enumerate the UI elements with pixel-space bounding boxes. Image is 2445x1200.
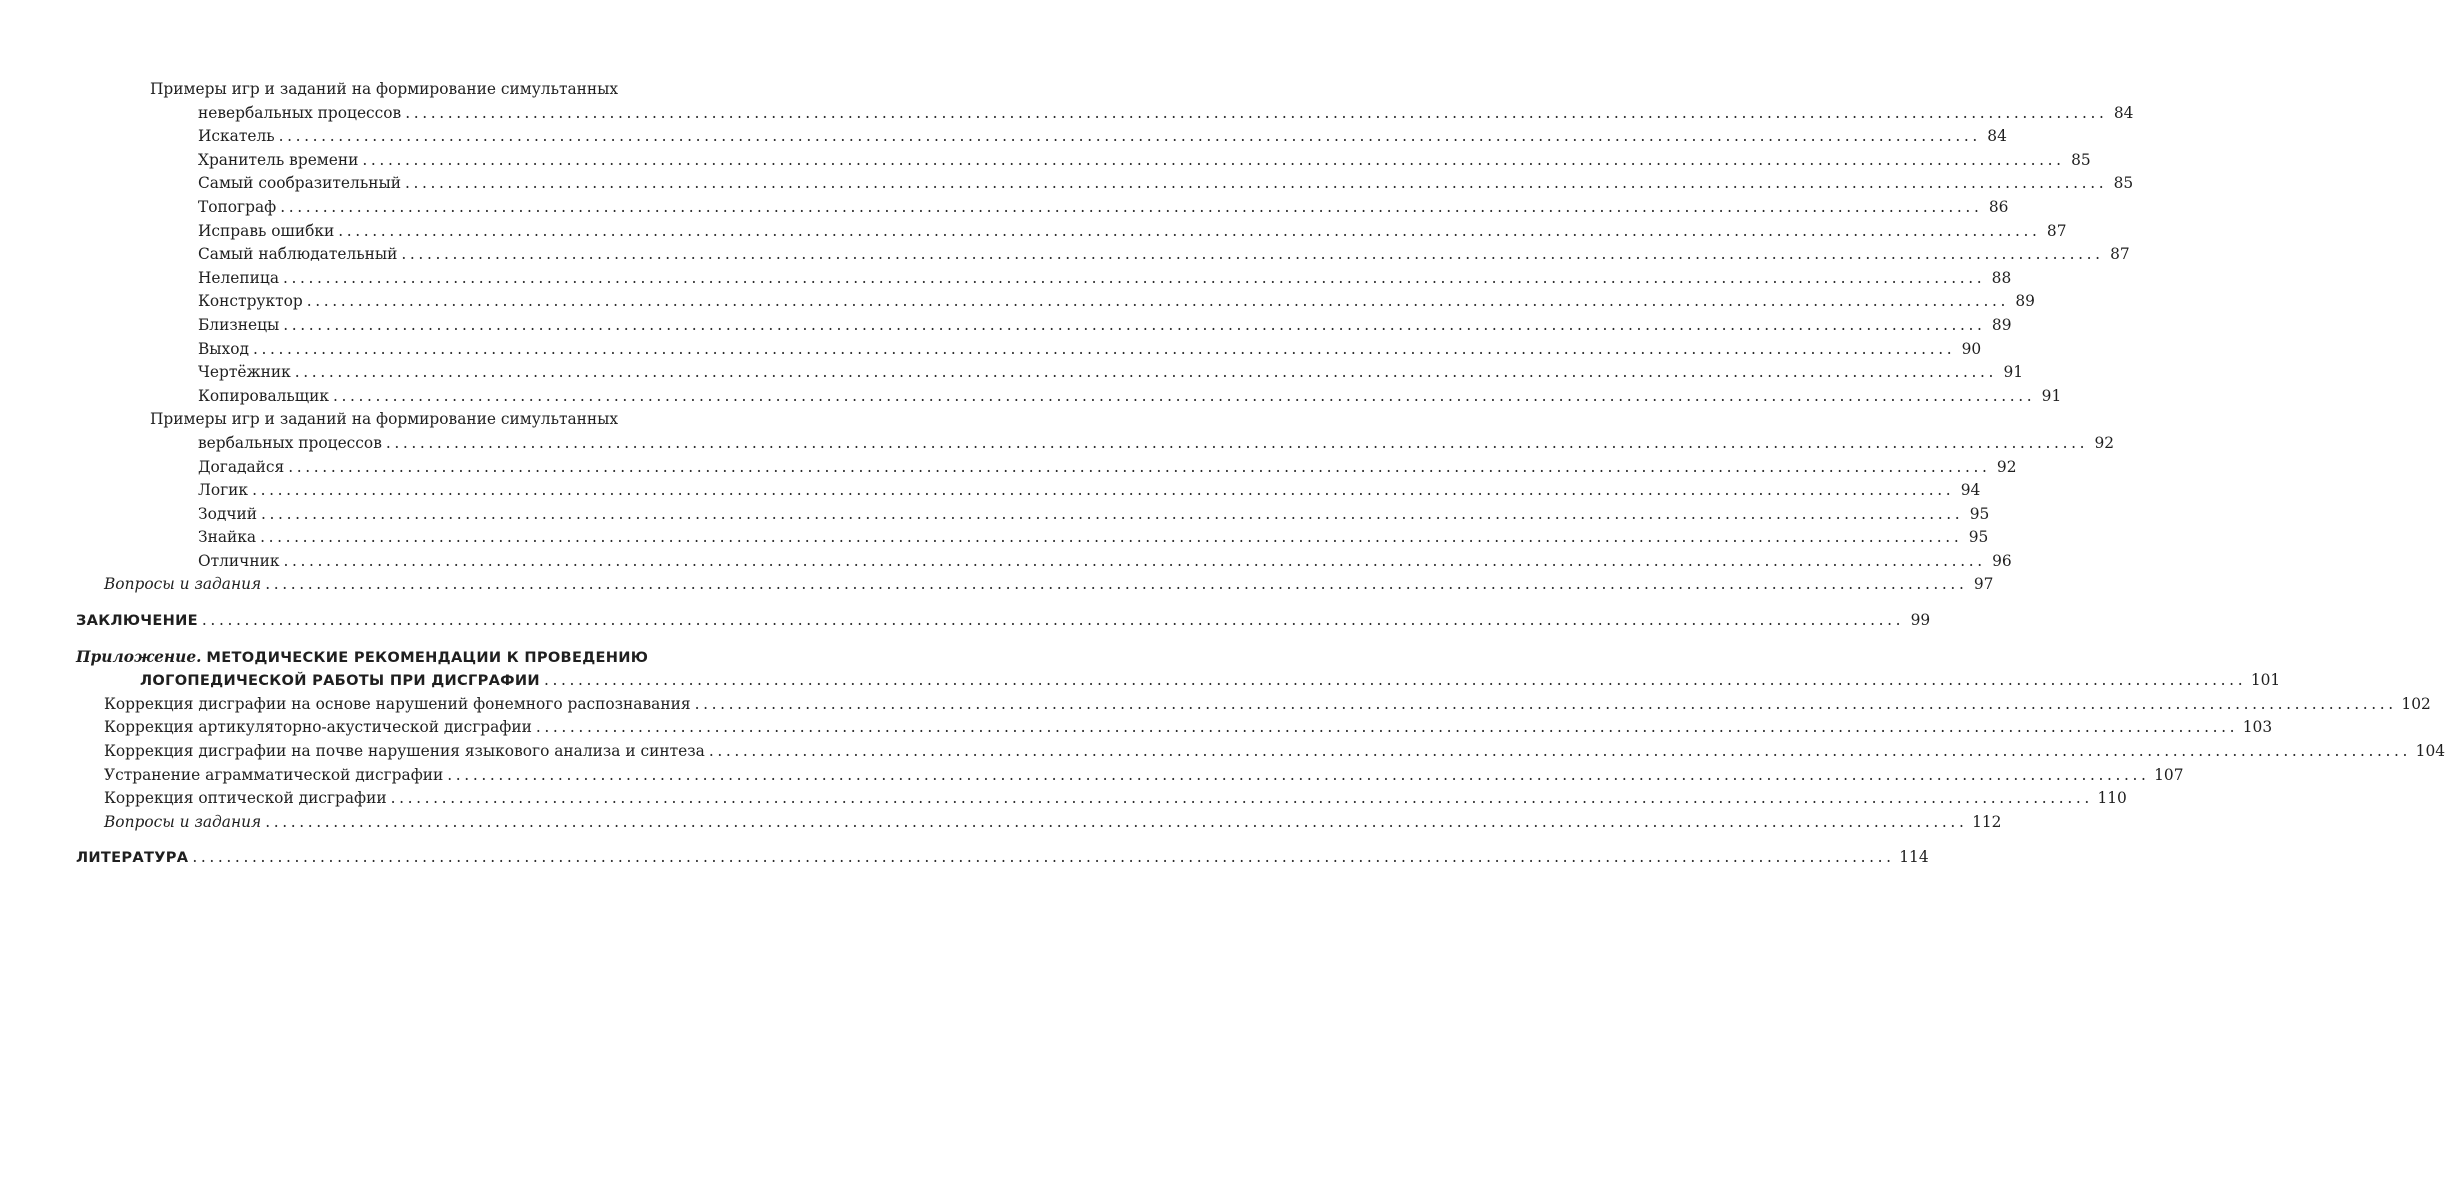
toc-verbal-items [76,456,2017,574]
toc-entry[interactable] [76,479,1981,503]
toc-appendix-items [76,693,2445,811]
toc-page-number: 89 [2015,292,2035,311]
toc-page-number: 99 [1910,611,1931,630]
dot-leader: ........................................................................................................................................................................................................ [362,150,2065,169]
appendix-title-line1: МЕТОДИЧЕСКИЕ РЕКОМЕНДАЦИИ К ПРОВЕДЕНИЮ [206,648,649,666]
toc-heading-text: Примеры игр и заданий на формирование симультанных [150,410,619,429]
toc-entry-title: вербальных процессов [198,433,382,452]
toc-page-number: 97 [1973,575,1994,594]
toc-entry[interactable] [76,172,2134,196]
dot-leader: ........................................................................................................................................................................................................ [405,103,2108,122]
toc-entry-questions[interactable] [76,573,1994,597]
toc-page-number: 86 [1988,197,2009,216]
toc-entry-title: Искатель [198,127,275,146]
dot-leader: ........................................................................................................................................................................................................ [278,127,1981,146]
toc-entry[interactable] [76,361,2024,385]
dot-leader: ........................................................................................................................................................................................................ [306,292,2009,311]
dot-leader: ........................................................................................................................................................................................................ [694,694,2397,713]
toc-entry-title: Хранитель времени [198,150,359,169]
toc-entry[interactable] [76,267,2012,291]
toc-entry[interactable] [76,338,1982,362]
toc-entry[interactable] [76,290,2035,314]
toc-entry-title: Исправь ошибки [198,221,335,240]
toc-page-number: 87 [2110,245,2130,264]
toc-page-number: 96 [1992,551,2012,570]
toc-entry[interactable] [76,693,2431,717]
dot-leader: ........................................................................................................................................................................................................ [260,528,1963,547]
toc-entry-title: Коррекция дисграфии на основе нарушений фонемного распознавания [104,694,691,713]
toc-entry[interactable] [76,550,2012,574]
toc-entry-appendix-questions[interactable] [76,811,2002,835]
toc-entry-title: ЛОГОПЕДИЧЕСКОЙ РАБОТЫ ПРИ ДИСГРАФИИ [140,672,540,690]
toc-nonverbal-items [76,125,2134,408]
toc-page-number: 91 [2003,363,2024,382]
toc-entry-title: Конструктор [198,292,303,311]
toc-entry[interactable] [76,456,2017,480]
toc-entry-title: Догадайся [198,457,285,476]
toc-entry-title: Коррекция оптической дисграфии [104,789,387,808]
toc-page-number: 91 [2041,386,2062,405]
toc-entry-literature[interactable] [76,846,1929,870]
toc-page-number: 85 [2071,150,2091,169]
dot-leader: ........................................................................................................................................................................................................ [192,848,1895,867]
dot-leader: ........................................................................................................................................................................................................ [265,812,1968,831]
dot-leader: ........................................................................................................................................................................................................ [283,551,1986,570]
dot-leader: ........................................................................................................................................................................................................ [543,671,2247,690]
dot-leader: ........................................................................................................................................................................................................ [404,174,2108,193]
toc-page-number: 104 [2415,742,2445,761]
dot-leader: ........................................................................................................................................................................................................ [385,433,2089,452]
toc-page-number: 92 [1996,457,2017,476]
toc-entry[interactable] [76,503,1990,527]
appendix-label: Приложение. [76,647,202,666]
toc-page-number: 84 [1987,127,2007,146]
dot-leader: ........................................................................................................................................................................................................ [201,611,1905,630]
dot-leader: ........................................................................................................................................................................................................ [708,742,2412,761]
toc-page-number: 90 [1961,339,1982,358]
toc-entry-title: Самый сообразительный [198,174,401,193]
dot-leader: ........................................................................................................................................................................................................ [283,268,1986,287]
toc-entry[interactable] [76,149,2091,173]
toc-entry[interactable] [76,220,2067,244]
dot-leader: ........................................................................................................................................................................................................ [401,245,2104,264]
toc-page-number: 95 [1968,528,1989,547]
toc-entry-title: Чертёжник [198,363,291,382]
dot-leader: ........................................................................................................................................................................................................ [447,765,2150,784]
toc-page-number: 112 [1972,812,2002,831]
toc-page-number: 87 [2046,221,2067,240]
toc-entry[interactable] [76,787,2127,811]
toc-entry[interactable] [76,526,1989,550]
dot-leader: ........................................................................................................................................................................................................ [252,339,1956,358]
table-of-contents [76,78,2445,870]
toc-page-number: 94 [1960,481,1981,500]
toc-entry[interactable] [76,716,2273,740]
toc-page-number: 95 [1969,504,1990,523]
toc-page-number: 114 [1899,848,1929,867]
dot-leader: ........................................................................................................................................................................................................ [252,481,1955,500]
toc-page-number: 102 [2401,694,2431,713]
toc-entry-title: Вопросы и задания [104,575,262,594]
dot-leader: ........................................................................................................................................................................................................ [338,221,2041,240]
dot-leader: ........................................................................................................................................................................................................ [535,718,2239,737]
toc-entry[interactable] [76,764,2184,788]
toc-entry-nonverbal-heading[interactable] [76,102,2134,126]
toc-appendix-heading-line1 [76,646,831,670]
toc-entry-verbal-heading[interactable] [76,432,2115,456]
toc-entry-title: Коррекция дисграфии на почве нарушения языкового анализа и синтеза [104,742,705,761]
toc-entry-title: Вопросы и задания [104,812,262,831]
toc-entry-title: ЛИТЕРАТУРА [76,849,189,867]
toc-entry-title: Устранение аграмматической дисграфии [104,765,444,784]
toc-entry-title: Копировальщик [198,386,329,405]
toc-entry-title: Коррекция артикуляторно-акустической дисграфии [104,718,532,737]
toc-page-number: 107 [2154,765,2184,784]
toc-page-number: 89 [1991,315,2012,334]
toc-entry-appendix[interactable] [76,669,2281,693]
toc-heading-nonverbal-line1 [76,78,831,102]
toc-page-number: 101 [2250,671,2281,690]
toc-entry-title: Самый наблюдательный [198,245,398,264]
toc-page-number: 92 [2094,433,2115,452]
toc-entry-title: Выход [198,339,249,358]
dot-leader: ........................................................................................................................................................................................................ [294,363,1998,382]
toc-entry-title: Логик [198,481,249,500]
toc-page-number: 85 [2113,174,2134,193]
toc-page-number: 88 [1991,268,2012,287]
dot-leader: ........................................................................................................................................................................................................ [261,504,1964,523]
toc-page-number: 84 [2113,103,2134,122]
toc-entry[interactable] [76,125,2007,149]
toc-entry-title: Близнецы [198,315,280,334]
toc-entry-title: Топограф [198,197,277,216]
toc-heading-verbal-line1 [76,408,831,432]
toc-entry[interactable] [76,196,2009,220]
dot-leader: ........................................................................................................................................................................................................ [390,789,2093,808]
toc-entry-title: Отличник [198,551,280,570]
toc-entry[interactable] [76,385,2062,409]
toc-entry-title: Знайка [198,528,257,547]
toc-entry-title: Нелепица [198,268,280,287]
dot-leader: ........................................................................................................................................................................................................ [280,197,1983,216]
toc-heading-text: Примеры игр и заданий на формирование симультанных [150,80,619,98]
toc-entry-title: ЗАКЛЮЧЕНИЕ [76,612,198,630]
toc-entry-conclusion[interactable] [76,609,1931,633]
toc-entry-title: невербальных процессов [198,103,402,122]
dot-leader: ........................................................................................................................................................................................................ [333,386,2036,405]
toc-entry[interactable] [76,243,2130,267]
toc-entry[interactable] [76,740,2445,764]
dot-leader: ........................................................................................................................................................................................................ [288,457,1991,476]
toc-page-number: 103 [2242,718,2273,737]
toc-entry[interactable] [76,314,2012,338]
toc-page-number: 110 [2097,789,2127,808]
dot-leader: ........................................................................................................................................................................................................ [265,575,1968,594]
toc-entry-title: Зодчий [198,504,258,523]
dot-leader: ........................................................................................................................................................................................................ [283,315,1986,334]
